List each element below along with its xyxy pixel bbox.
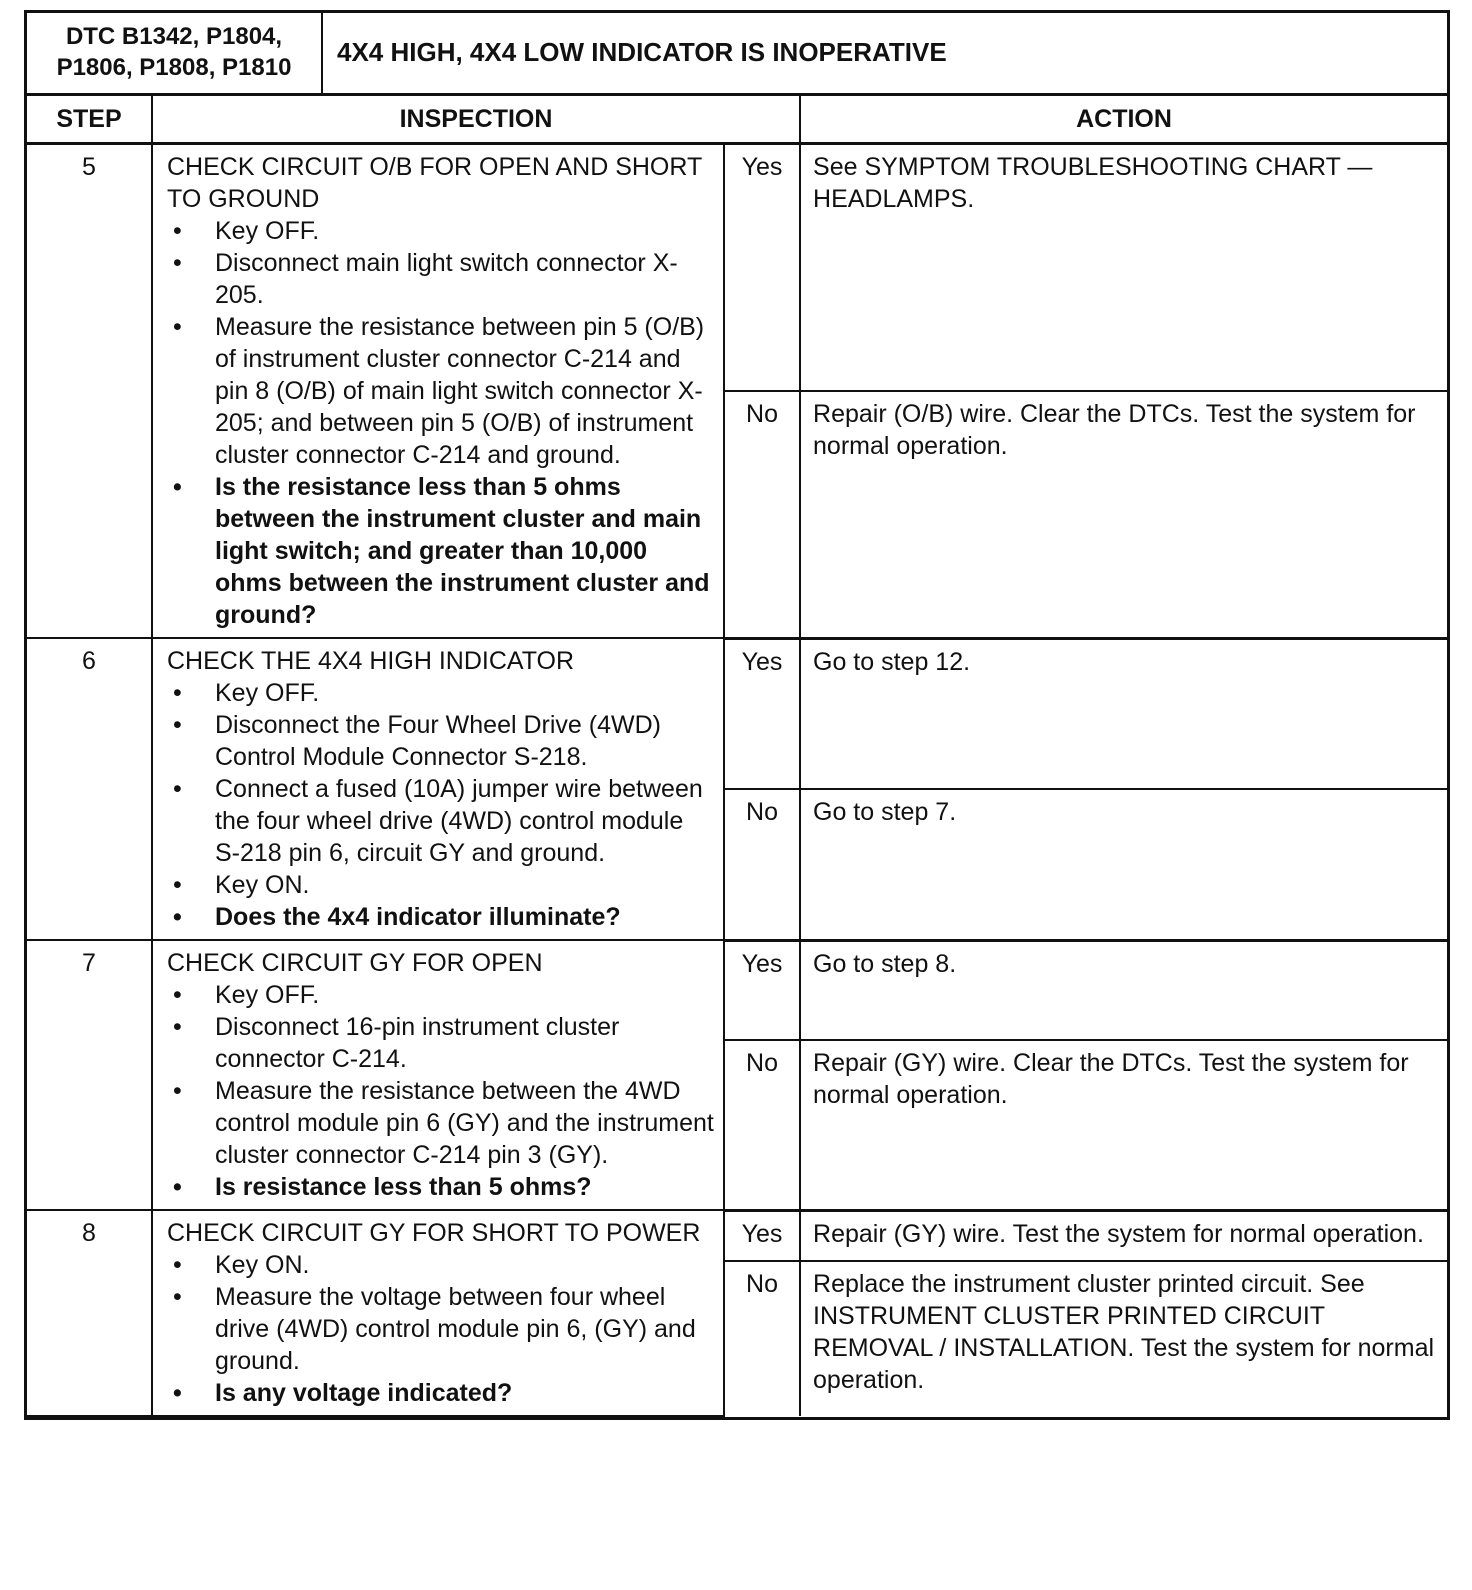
step-row-yes [27,940,1447,1040]
inspection-bullets [167,215,715,631]
result-yes-label: Yes [724,940,800,1040]
dtc-procedure-table [24,10,1450,1420]
inspection-bullet: • Measure the resistance between the 4WD control module pin 6 (GY) and the instrument cluster connector C-214 pin 3 (GY). [167,1075,715,1171]
inspection-title: CHECK CIRCUIT GY FOR OPEN [167,949,543,977]
column-header-action: ACTION [800,96,1447,144]
result-yes-label: Yes [724,1210,800,1261]
action-yes: Go to step 8. [800,940,1447,1040]
inspection-cell [152,1210,724,1416]
inspection-question: • Does the 4x4 indicator illuminate? [167,901,715,933]
inspection-bullet: • Measure the resistance between pin 5 (O/B) of instrument cluster connector C-214 and pin 8 (O/B) of main light switch connector X-205; and between pin 5 (O/B) of instrument cluster connector C-214 and ground. [167,311,715,471]
dtc-codes [27,13,323,93]
inspection-title: CHECK CIRCUIT O/B FOR OPEN AND SHORT TO GROUND [167,153,702,213]
inspection-title: CHECK THE 4X4 HIGH INDICATOR [167,647,575,675]
inspection-bullet: • Key OFF. [167,979,715,1011]
inspection-bullet: • Measure the voltage between four wheel drive (4WD) control module pin 6, (GY) and ground. [167,1281,715,1377]
step-row-yes [27,638,1447,789]
inspection-bullet: • Disconnect the Four Wheel Drive (4WD) Control Module Connector S-218. [167,709,715,773]
step-number: 6 [27,638,152,940]
step-row-yes [27,1210,1447,1261]
result-no-label: No [724,1040,800,1210]
dtc-codes-line-1: DTC B1342, P1804, [65,23,283,50]
step-number: 5 [27,144,152,639]
dtc-codes-line-2: P1806, P1808, P1810 [56,54,292,81]
inspection-bullet: • Key ON. [167,869,715,901]
inspection-bullet: • Key ON. [167,1249,715,1281]
inspection-cell [152,144,724,639]
symptom-title: 4X4 HIGH, 4X4 LOW INDICATOR IS INOPERATIVE [337,37,947,67]
inspection-bullets [167,979,715,1203]
steps-table [27,96,1447,1417]
inspection-bullet: • Disconnect main light switch connector X-205. [167,247,715,311]
result-no-label: No [724,391,800,638]
action-yes: See SYMPTOM TROUBLESHOOTING CHART — HEADLAMPS. [800,144,1447,391]
action-yes: Repair (GY) wire. Test the system for normal operation. [800,1210,1447,1261]
action-no: Repair (O/B) wire. Clear the DTCs. Test the system for normal operation. [800,391,1447,638]
inspection-bullet: • Key OFF. [167,215,715,247]
step-number: 8 [27,1210,152,1416]
inspection-bullet: • Key OFF. [167,677,715,709]
inspection-question: • Is resistance less than 5 ohms? [167,1171,715,1203]
result-yes-label: Yes [724,638,800,789]
inspection-bullet: • Disconnect 16-pin instrument cluster connector C-214. [167,1011,715,1075]
result-yes-label: Yes [724,144,800,391]
step-row-yes [27,144,1447,391]
inspection-bullets [167,677,715,933]
inspection-question: • Is the resistance less than 5 ohms between the instrument cluster and main light switch; and greater than 10,000 ohms between the instrument cluster and ground? [167,471,715,631]
column-header-step: STEP [27,96,152,144]
inspection-bullets [167,1249,715,1409]
inspection-title: CHECK CIRCUIT GY FOR SHORT TO POWER [167,1219,701,1247]
inspection-question: • Is any voltage indicated? [167,1377,715,1409]
action-no: Go to step 7. [800,789,1447,940]
action-no: Repair (GY) wire. Clear the DTCs. Test the system for normal operation. [800,1040,1447,1210]
step-number: 7 [27,940,152,1210]
table-header-banner [27,13,1447,96]
result-no-label: No [724,1261,800,1416]
result-no-label: No [724,789,800,940]
column-header-inspection: INSPECTION [152,96,800,144]
action-yes: Go to step 12. [800,638,1447,789]
inspection-bullet: • Connect a fused (10A) jumper wire between the four wheel drive (4WD) control module S-218 pin 6, circuit GY and ground. [167,773,715,869]
action-no: Replace the instrument cluster printed circuit. See INSTRUMENT CLUSTER PRINTED CIRCUIT REMOVAL / INSTALLATION. Test the system for normal operation. [800,1261,1447,1416]
inspection-cell [152,940,724,1210]
inspection-cell [152,638,724,940]
column-header-row [27,96,1447,144]
